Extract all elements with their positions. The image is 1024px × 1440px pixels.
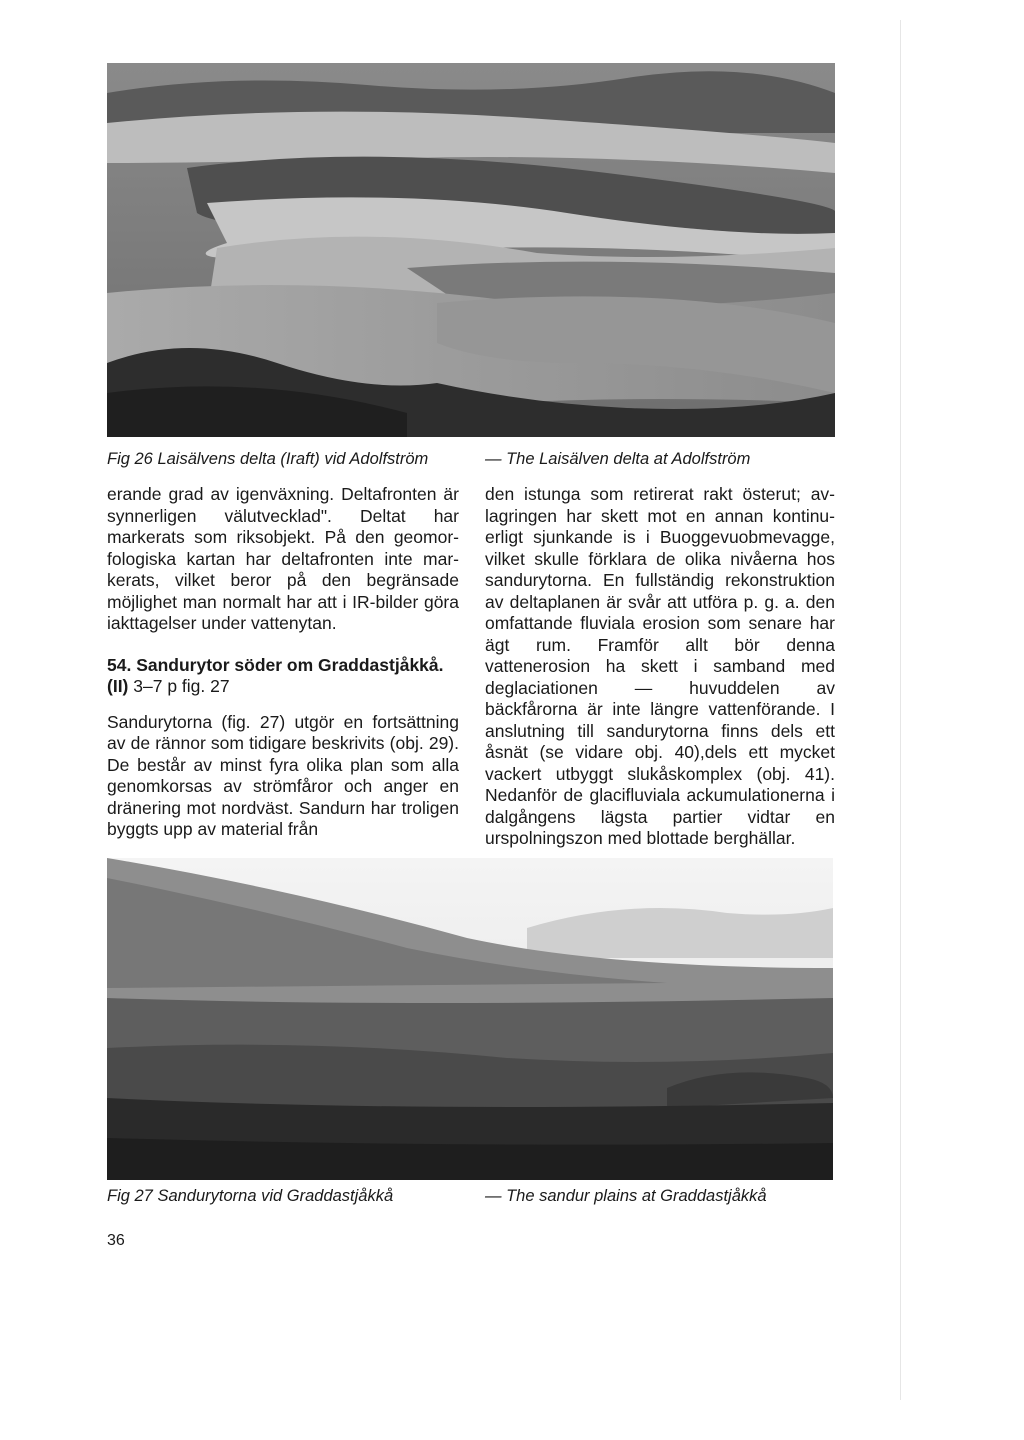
- page-number: 36: [107, 1232, 125, 1249]
- figure-27-caption-sv: Fig 27 Sandurytorna vid Graddastjåkkå: [107, 1187, 394, 1205]
- map-sheet-ref: (II): [107, 676, 129, 696]
- section-heading: 54. Sandurytor söder om Graddastjåkkå.: [107, 654, 444, 675]
- section-subheading: [107, 676, 459, 698]
- figure-26-photo: [107, 63, 835, 437]
- figure-27-caption-en: — The sandur plains at Graddastjåkkå: [485, 1187, 767, 1205]
- right-column: [485, 484, 835, 850]
- figure-27-photo: [107, 858, 833, 1180]
- left-paragraph-1: erande grad av igenväxning. Deltafronten är synnerligen välutvecklad". Deltat har markerats som riksobjekt. På den geomorfologiska kartan har deltafronten inte markerats, vilket beror på den begränsade möjlighet man normalt har att i IR-bilder göra iakttagelser under vattenytan.: [107, 484, 459, 633]
- right-paragraph-1: den istunga som retirerat rakt österut; avlagringen har skett mot en annan kontinuerligt sjunkande is i Buoggevuobmevagge, vilket skulle förklara de olika nivåerna hos sandurytorna. En fullständig rekonstruktion av deltaplanen är svår att utföra p. g. a. den omfattande fluviala erosion som senare har ägt rum. Framför allt bör denna vattenerosion ha skett i samband med deglaciationen — huvuddelen av bäckfårorna är inte längre vattenförande. I anslutning till sandurytorna finns dels ett åsnät (se vidare obj. 40),dels ett mycket vackert utbyggt slukåskomplex (obj. 41). Nedanför de glacifluviala ackumulationerna i dalgångens lägsta partier vidtar en urspolningszon med blottade berghällar.: [485, 484, 835, 848]
- left-column: [107, 484, 459, 841]
- left-paragraph-2: Sandurytorna (fig. 27) utgör en fortsättning av de rännor som tidigare beskrivits (obj. 29). De består av minst fyra olika plan som alla genomkorsas av strömfåror och anger en dränering mot nordväst. Sandurn har troligen byggts upp av material från: [107, 711, 459, 839]
- figure-26-caption-en: — The Laisälven delta at Adolfström: [485, 450, 751, 468]
- margin-line: [900, 20, 901, 1400]
- map-ref-rest: 3–7 p fig. 27: [128, 676, 230, 696]
- figure-26-caption-sv: Fig 26 Laisälvens delta (Iraft) vid Adolfström: [107, 450, 429, 468]
